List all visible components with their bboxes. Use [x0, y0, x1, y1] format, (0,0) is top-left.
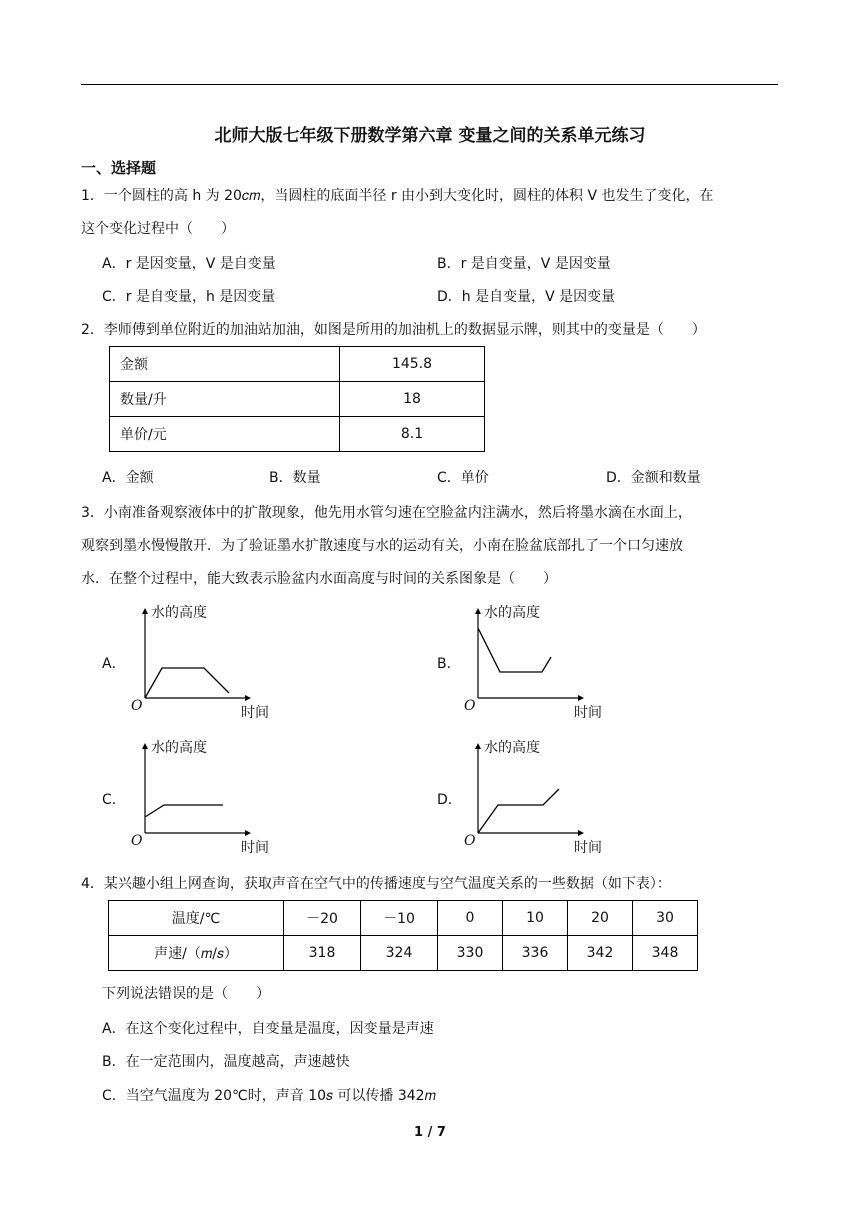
q1-option-d: D．h 是自变量，V 是因变量	[437, 289, 616, 305]
table-cell: 336	[503, 936, 568, 971]
x-axis-label: 时间	[574, 705, 602, 721]
q3-option-b-letter: B．	[437, 656, 461, 672]
table-cell: 数量/升	[110, 382, 340, 417]
sound-speed-table	[108, 900, 698, 971]
table-row	[110, 347, 485, 382]
q3-graph-d	[458, 733, 618, 863]
q4-prompt: 下列说法错误的是（ ）	[102, 986, 270, 1002]
q2-option-b: B．数量	[269, 470, 321, 486]
origin-label: O	[131, 698, 143, 714]
q4-option-b: B．在一定范围内，温度越高，声速越快	[102, 1054, 350, 1070]
x-axis-label: 时间	[574, 840, 602, 856]
x-axis-label: 时间	[241, 705, 269, 721]
origin-label: O	[464, 698, 476, 714]
q4-option-a: A．在这个变化过程中，自变量是温度，因变量是声速	[102, 1021, 434, 1037]
q1-line1: 1．一个圆柱的高 h 为 20𝑐𝑚，当圆柱的底面半径 r 由小到大变化时，圆柱的体积 V 也发生了变化，在	[81, 188, 714, 204]
origin-label: O	[464, 833, 476, 849]
q2-option-a: A．金额	[102, 470, 154, 486]
q3-option-a-letter: A．	[102, 656, 126, 672]
q3-graph-a	[125, 598, 285, 728]
table-cell: 10	[503, 901, 568, 936]
q1-option-b: B．r 是自变量，V 是因变量	[437, 256, 611, 272]
graph-c-curve	[145, 805, 223, 817]
q4-option-c: C．当空气温度为 20℃时，声音 10𝑠 可以传播 342𝑚	[102, 1088, 436, 1104]
table-header-cell: 温度/℃	[109, 901, 284, 936]
table-cell: 145.8	[340, 347, 485, 382]
table-cell: 18	[340, 382, 485, 417]
table-cell: 0	[438, 901, 503, 936]
page-title: 北师大版七年级下册数学第六章 变量之间的关系单元练习	[214, 126, 646, 146]
fuel-display-table	[109, 346, 485, 452]
q1-option-a: A．r 是因变量，V 是自变量	[102, 256, 276, 272]
table-cell: 324	[361, 936, 438, 971]
q2-option-d: D．金额和数量	[606, 470, 701, 486]
table-cell: －20	[284, 901, 361, 936]
q2-text: 2．李师傅到单位附近的加油站加油，如图是所用的加油机上的数据显示牌，则其中的变量是（ ）	[81, 322, 706, 338]
q3-line3: 水．在整个过程中，能大致表示脸盆内水面高度与时间的关系图象是（ ）	[81, 571, 557, 587]
table-cell: －10	[361, 901, 438, 936]
q3-option-d-letter: D．	[437, 792, 462, 808]
graph-b-curve	[478, 628, 551, 672]
table-row	[109, 901, 698, 936]
origin-label: O	[131, 833, 143, 849]
graph-d-curve	[478, 789, 559, 833]
table-cell: 342	[568, 936, 633, 971]
table-cell: 20	[568, 901, 633, 936]
graph-a-curve	[145, 668, 229, 698]
page-number: 1 / 7	[414, 1125, 446, 1140]
table-row	[110, 417, 485, 452]
table-row	[110, 382, 485, 417]
q3-graph-b	[458, 598, 618, 728]
q3-graph-c	[125, 733, 285, 863]
q3-line1: 3．小南准备观察液体中的扩散现象，他先用水管匀速在空脸盆内注满水，然后将墨水滴在水面上，	[81, 505, 692, 521]
table-cell: 金额	[110, 347, 340, 382]
x-axis-label: 时间	[241, 840, 269, 856]
q4-text: 4．某兴趣小组上网查询，获取声音在空气中的传播速度与空气温度关系的一些数据（如下表）：	[81, 876, 671, 892]
q3-option-c-letter: C．	[102, 792, 126, 808]
q2-option-c: C．单价	[437, 470, 489, 486]
section-heading: 一、选择题	[81, 159, 157, 177]
table-cell: 30	[633, 901, 698, 936]
q3-line2: 观察到墨水慢慢散开．为了验证墨水扩散速度与水的运动有关，小南在脸盆底部扎了一个口匀速放	[81, 538, 683, 554]
q1-line2: 这个变化过程中（ ）	[81, 221, 235, 237]
table-cell: 8.1	[340, 417, 485, 452]
header-rule	[81, 84, 778, 85]
table-row	[109, 936, 698, 971]
table-cell: 单价/元	[110, 417, 340, 452]
table-cell: 318	[284, 936, 361, 971]
table-cell: 348	[633, 936, 698, 971]
table-header-cell: 声速/（𝑚/𝑠）	[109, 936, 284, 971]
y-axis-label: 水的高度	[484, 605, 540, 621]
table-cell: 330	[438, 936, 503, 971]
y-axis-label: 水的高度	[151, 605, 207, 621]
y-axis-label: 水的高度	[151, 740, 207, 756]
y-axis-label: 水的高度	[484, 740, 540, 756]
q1-option-c: C．r 是自变量，h 是因变量	[102, 289, 276, 305]
